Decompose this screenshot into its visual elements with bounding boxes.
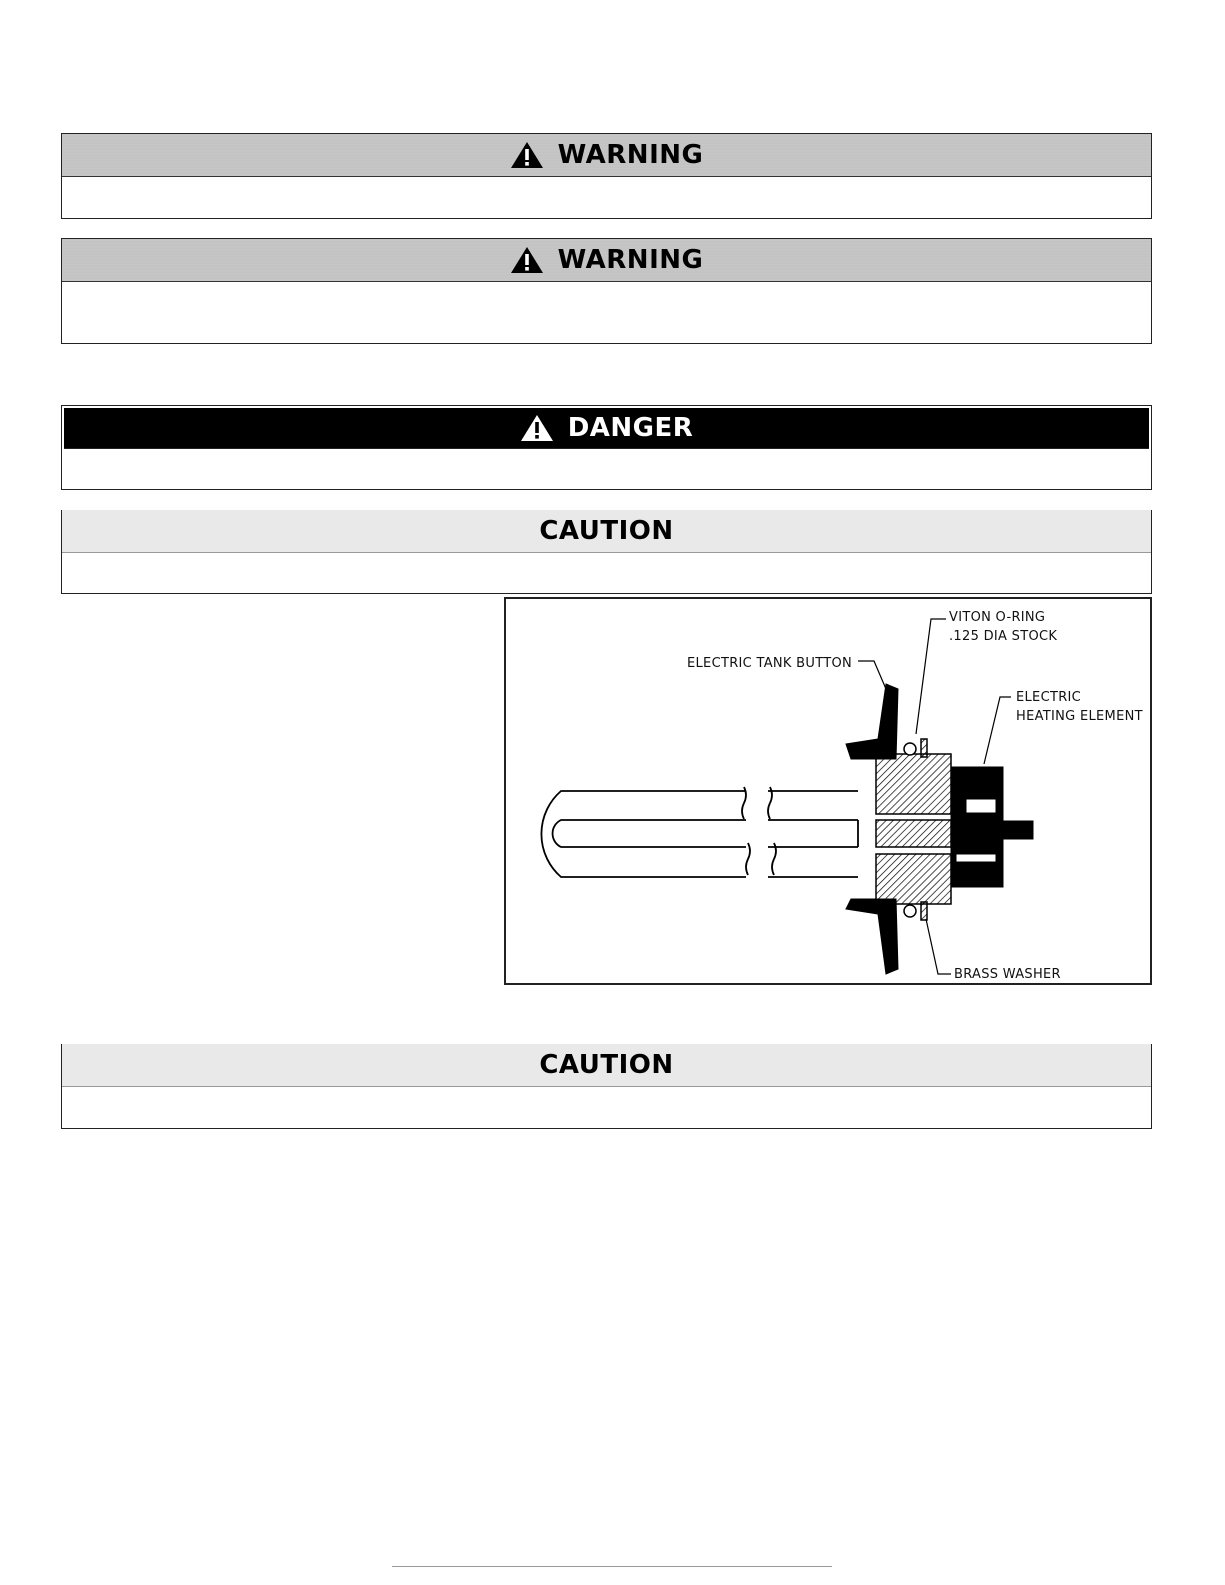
caution-header [62,1044,1151,1087]
warning-header [62,239,1151,282]
brass-washer-label: BRASS WASHER [954,967,1061,982]
caution-header [62,510,1151,553]
caution-notice-2 [61,1044,1152,1129]
danger-notice [61,405,1152,490]
heating-element-label-line1: ELECTRIC [1016,690,1082,705]
warning-notice-2 [61,238,1152,344]
warning-title: WARNING [557,140,704,170]
tank-button-label: ELECTRIC TANK BUTTON [687,656,853,671]
caution-title: CAUTION [539,516,674,546]
warning-header [62,134,1151,177]
element-head [951,767,1033,887]
warning-notice-1 [61,133,1152,219]
danger-header [64,408,1149,449]
warning-title: WARNING [557,245,704,275]
threaded-fitting [876,754,951,904]
warning-triangle-icon [510,246,544,274]
heating-element-tube [541,787,858,877]
caution-notice-1 [61,510,1152,594]
heating-element-diagram [504,597,1152,985]
footer-rule [392,1566,832,1567]
heating-element-label-line2: HEATING ELEMENT [1016,709,1143,724]
caution-title: CAUTION [539,1050,674,1080]
warning-triangle-icon [510,141,544,169]
danger-title: DANGER [567,413,694,443]
viton-label-line1: VITON O-RING [949,610,1046,625]
viton-label-line2: .125 DIA STOCK [949,629,1058,644]
warning-triangle-icon [520,414,554,442]
